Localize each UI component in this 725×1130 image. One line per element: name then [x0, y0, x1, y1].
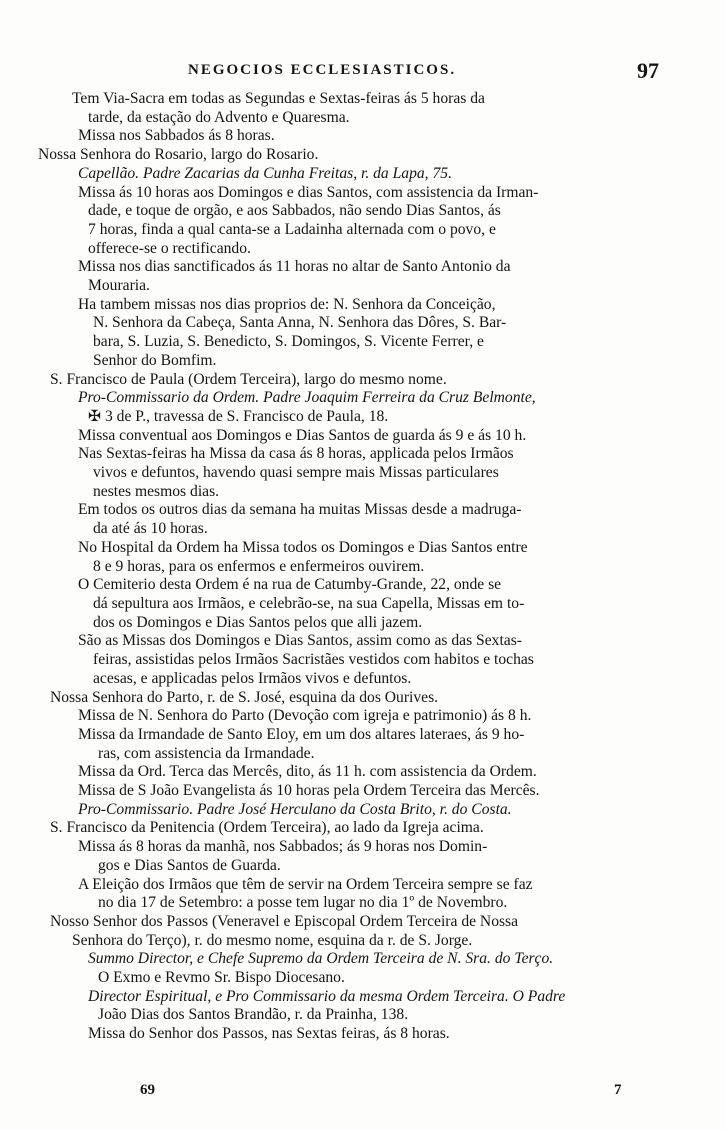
text-line: Director Espiritual, e Pro Commissario da mesma Ordem Terceira. O Padre	[88, 987, 566, 1005]
text-line: Summo Director, e Chefe Supremo da Ordem Terceira de N. Sra. do Terço.	[88, 950, 554, 968]
text-line: Em todos os outros dias da semana ha muitas Missas desde a madruga-	[78, 501, 522, 519]
text-line: 7 horas, finda a qual canta-se a Ladainha alternada com o povo, e	[88, 220, 496, 238]
text-line: 8 e 9 horas, para os enfermos e enfermeiros ouvirem.	[93, 557, 425, 575]
text-line: nestes mesmos dias.	[93, 482, 220, 500]
text-line: Pro-Commissario da Ordem. Padre Joaquim Ferreira da Cruz Belmonte,	[78, 389, 536, 407]
text-line: O Exmo e Revmo Sr. Bispo Diocesano.	[98, 969, 345, 987]
text-line: N. Senhora da Cabeça, Santa Anna, N. Senhora das Dôres, S. Bar-	[93, 314, 507, 332]
text-line: Missa ás 8 horas da manhã, nos Sabbados; ás 9 horas nos Domin-	[78, 838, 488, 856]
text-line: feiras, assistidas pelos Irmãos Sacristães vestidos com habitos e tochas	[93, 651, 534, 669]
page-footer	[0, 1082, 725, 1106]
text-line: tarde, da estação do Advento e Quaresma.	[88, 108, 350, 126]
text-line: Ha tambem missas nos dias proprios de: N. Senhora da Conceição,	[78, 295, 496, 313]
text-line: Mouraria.	[88, 277, 150, 295]
entry-heading: Nosso Senhor dos Passos (Veneravel e Episcopal Ordem Terceira de Nossa	[50, 912, 519, 930]
page-body	[38, 90, 668, 1044]
signature-mark: 69	[140, 1082, 155, 1098]
text-line: João Dias dos Santos Brandão, r. da Prainha, 138.	[98, 1006, 409, 1024]
entry-heading: S. Francisco da Penitencia (Ordem Terceira), ao lado da Igreja acima.	[50, 819, 484, 837]
text-line: dade, e toque de orgão, e aos Sabbados, não sendo Dias Santos, ás	[88, 202, 501, 220]
text-line: Missa ás 10 horas aos Domingos e dias Santos, com assistencia da Irman-	[78, 183, 539, 201]
text-line: Tem Via-Sacra em todas as Segundas e Sextas-feiras ás 5 horas da	[72, 90, 485, 107]
page-number: 97	[637, 58, 659, 83]
text-line: bara, S. Luzia, S. Benedicto, S. Domingos, S. Vicente Ferrer, e	[93, 333, 484, 351]
text-line: dá sepultura aos Irmãos, e celebrão-se, na sua Capella, Missas em to-	[93, 594, 525, 612]
text-line: Missa nos Sabbados ás 8 horas.	[78, 127, 275, 145]
running-title: NEGOCIOS ECCLESIASTICOS.	[188, 62, 457, 78]
footer-number: 7	[614, 1082, 622, 1098]
text-line: Capellão. Padre Zacarias da Cunha Freitas, r. da Lapa, 75.	[78, 164, 452, 182]
entry-heading: Nossa Senhora do Rosario, largo do Rosario.	[38, 146, 319, 164]
text-line: ✠ 3 de P., travessa de S. Francisco de Paula, 18.	[88, 407, 389, 425]
text-line: Missa conventual aos Domingos e Dias Santos de guarda ás 9 e ás 10 h.	[78, 426, 527, 444]
text-line: Senhor do Bomfim.	[93, 351, 217, 369]
text-line: ras, com assistencia da Irmandade.	[98, 744, 315, 762]
text-line: Missa de N. Senhora do Parto (Devoção com igreja e patrimonio) ás 8 h.	[78, 707, 532, 725]
text-line: Missa da Ord. Terca das Mercês, dito, ás 11 h. com assistencia da Ordem.	[78, 763, 537, 781]
text-line: A Eleição dos Irmãos que têm de servir na Ordem Terceira sempre se faz	[78, 875, 533, 893]
text-line: gos e Dias Santos de Guarda.	[98, 856, 281, 874]
text-line: O Cemiterio desta Ordem é na rua de Catumby-Grande, 22, onde se	[78, 576, 502, 594]
text-line: vivos e defuntos, havendo quasi sempre mais Missas particulares	[93, 464, 499, 482]
text-line: São as Missas dos Domingos e Dias Santos, assim como as das Sextas-	[78, 632, 522, 650]
text-line: acesas, e applicadas pelos Irmãos vivos e defuntos.	[93, 669, 412, 687]
text-line: offerece-se o rectificando.	[88, 239, 251, 257]
text-line: da até ás 10 horas.	[93, 520, 208, 538]
text-line: Missa do Senhor dos Passos, nas Sextas feiras, ás 8 horas.	[88, 1025, 450, 1043]
text-line: Missa de S João Evangelista ás 10 horas pela Ordem Terceira das Mercês.	[78, 782, 540, 800]
text-line: Senhora do Terço), r. do mesmo nome, esquina da r. de S. Jorge.	[72, 931, 473, 949]
text-line: no dia 17 de Setembro: a posse tem lugar no dia 1º de Novembro.	[98, 894, 508, 912]
page-header	[0, 58, 725, 92]
entry-heading: Nossa Senhora do Parto, r. de S. José, esquina da dos Ourives.	[50, 688, 439, 706]
text-line: Missa da Irmandade de Santo Eloy, em um dos altares lateraes, ás 9 ho-	[78, 725, 525, 743]
text-line: No Hospital da Ordem ha Missa todos os Domingos e Dias Santos entre	[78, 538, 528, 556]
text-line: Pro-Commissario. Padre José Herculano da Costa Brito, r. do Costa.	[78, 800, 512, 818]
entry-heading: S. Francisco de Paula (Ordem Terceira), largo do mesmo nome.	[50, 370, 447, 388]
text-line: Nas Sextas-feiras ha Missa da casa ás 8 horas, applicada pelos Irmãos	[78, 445, 514, 463]
text-line: dos os Domingos e Dias Santos pelos que alli jazem.	[93, 613, 423, 631]
text-line: Missa nos dias sanctificados ás 11 horas no altar de Santo Antonio da	[78, 258, 511, 276]
